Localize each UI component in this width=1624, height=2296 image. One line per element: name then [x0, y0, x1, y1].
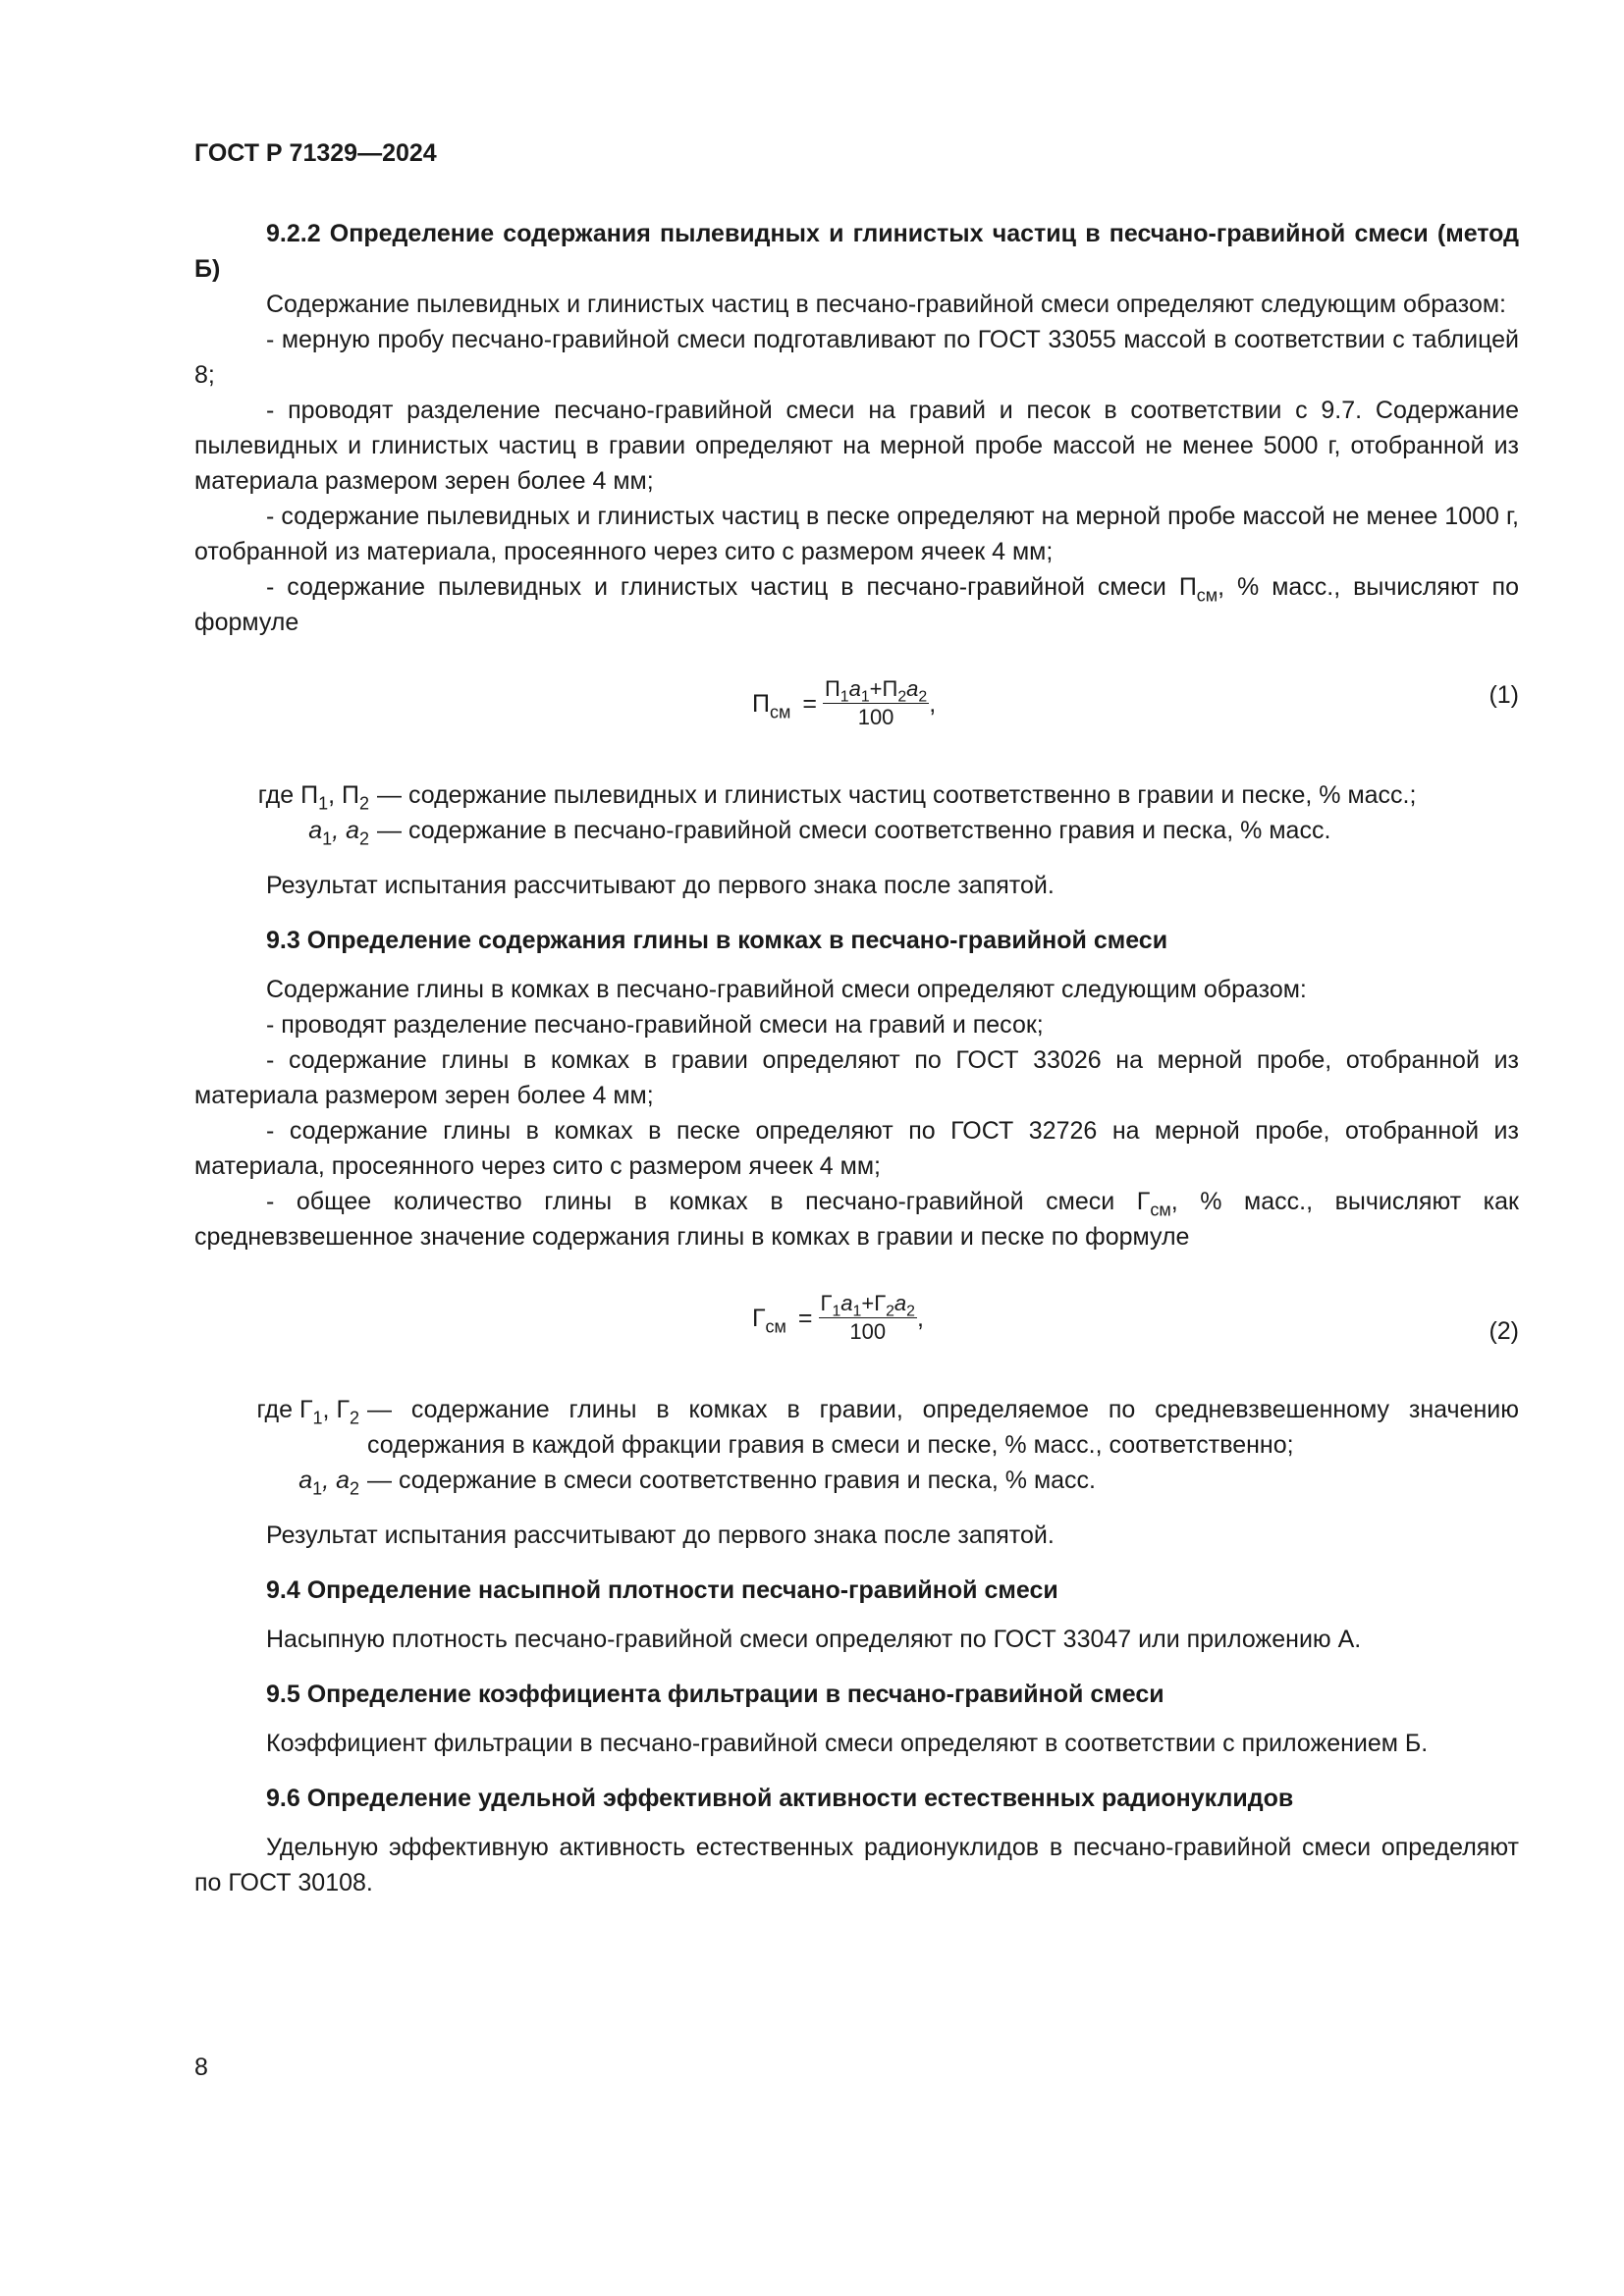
formula-number: (1)	[1489, 681, 1519, 709]
legend-symbol: где $Г_1$, $Г_2$	[256, 1396, 359, 1428]
legend-symbol: где $П_1$, $П_2$	[257, 781, 369, 814]
paragraph: Удельную эффективную активность естественных радионуклидов в песчано-гравийной смеси определяют по ГОСТ 30108.	[194, 1834, 1519, 1896]
fraction-denominator: 100	[849, 1319, 887, 1344]
legend-description: — содержание в песчано-гравийной смеси соответственно гравия и песка, % масс.	[377, 817, 1331, 844]
formula-lhs: $Г_{см}$	[752, 1304, 786, 1336]
paragraph: Коэффициент фильтрации в песчано-гравийной смеси определяют в соответствии с приложением Б.	[266, 1730, 1429, 1757]
list-item: - мерную пробу песчано-гравийной смеси подготавливают по ГОСТ 33055 массой в соответствии с таблицей 8;	[194, 326, 1519, 389]
paragraph-intro: Содержание глины в комках в песчано-гравийной смеси определяют следующим образом:	[266, 976, 1307, 1003]
legend-symbol: $a_1$, $a_2$	[298, 1467, 359, 1499]
formula-legend	[194, 1392, 1519, 1498]
fraction	[819, 1290, 917, 1346]
list-item: - содержание пылевидных и глинистых частиц в песчано-гравийной смеси $П_{см}$, % масс., вычисляют по формуле	[194, 573, 1519, 636]
list-item: - проводят разделение песчано-гравийной смеси на гравий и песок;	[266, 1011, 1044, 1039]
legend-description: — содержание пылевидных и глинистых частиц соответственно в гравии и песке, % масс.;	[377, 781, 1417, 809]
fraction-numerator: $П_1a_1+П_2a_2$	[824, 676, 928, 706]
formula-number: (2)	[1489, 1317, 1519, 1345]
formula-2: $Г_{см}$ = $\frac{Г_1a_1+Г_2a_2}{100}$ , (2)	[194, 1270, 1519, 1378]
paragraph-intro: Содержание пылевидных и глинистых частиц в песчано-гравийной смеси определяют следующим образом:	[266, 291, 1506, 318]
formula-1: $П_{см}$ = $\frac{П_1a_1+П_2a_2}{100}$ , (1)	[752, 676, 1519, 729]
list-item: - проводят разделение песчано-гравийной смеси на гравий и песок в соответствии с 9.7. Содержание пылевидных и глинистых частиц в гравии определяют на мерной пробе массой не менее 5000 г, отобранной из материала размером зерен более 4 мм;	[194, 397, 1519, 495]
fraction	[823, 675, 929, 731]
result-note: Результат испытания рассчитывают до первого знака после запятой.	[266, 1522, 1055, 1549]
page-content	[194, 135, 1519, 1900]
legend-symbol: $a_1$, $a_2$	[308, 817, 369, 849]
paragraph: Насыпную плотность песчано-гравийной смеси определяют по ГОСТ 33047 или приложению А.	[266, 1626, 1362, 1653]
legend-description: — содержание глины в комках в гравии, определяемое по средневзвешенному значению содержания в каждой фракции гравия в смеси и песке, % масс., соответственно;	[367, 1396, 1519, 1459]
section-heading-9-3: 9.3 Определение содержания глины в комках в песчано-гравийной смеси	[266, 927, 1168, 954]
section-heading-9-2-2: 9.2.2 Определение содержания пылевидных и глинистых частиц в песчано-гравийной смеси (метод Б)	[194, 220, 1519, 283]
section-heading-9-6: 9.6 Определение удельной эффективной активности естественных радионуклидов	[266, 1785, 1294, 1812]
formula-legend	[194, 777, 1519, 848]
page-number: 8	[194, 2054, 208, 2081]
list-item: - содержание глины в комках в песке определяют по ГОСТ 32726 на мерной пробе, отобранной из материала, просеянного через сито с размером ячеек 4 мм;	[194, 1117, 1519, 1180]
document-header: ГОСТ Р 71329—2024	[194, 139, 437, 167]
section-heading-9-4: 9.4 Определение насыпной плотности песчано-гравийной смеси	[266, 1576, 1058, 1604]
result-note: Результат испытания рассчитывают до первого знака после запятой.	[266, 872, 1055, 899]
list-item: - содержание пылевидных и глинистых частиц в песке определяют на мерной пробе массой не менее 1000 г, отобранной из материала, просеянного через сито с размером ячеек 4 мм;	[194, 503, 1519, 565]
section-heading-9-5: 9.5 Определение коэффициента фильтрации в песчано-гравийной смеси	[266, 1681, 1164, 1708]
formula-lhs: $П_{см}$	[752, 689, 791, 721]
list-item: - содержание глины в комках в гравии определяют по ГОСТ 33026 на мерной пробе, отобранной из материала размером зерен более 4 мм;	[194, 1046, 1519, 1109]
legend-description: — содержание в смеси соответственно гравия и песка, % масс.	[367, 1467, 1097, 1494]
list-item: - общее количество глины в комках в песчано-гравийной смеси $Г_{см}$, % масс., вычисляют как средневзвешенное значение содержания глины в комках в гравии и песке по формуле	[194, 1188, 1519, 1251]
fraction-numerator: $Г_1a_1+Г_2a_2$	[820, 1291, 915, 1320]
fraction-denominator: 100	[857, 705, 894, 729]
